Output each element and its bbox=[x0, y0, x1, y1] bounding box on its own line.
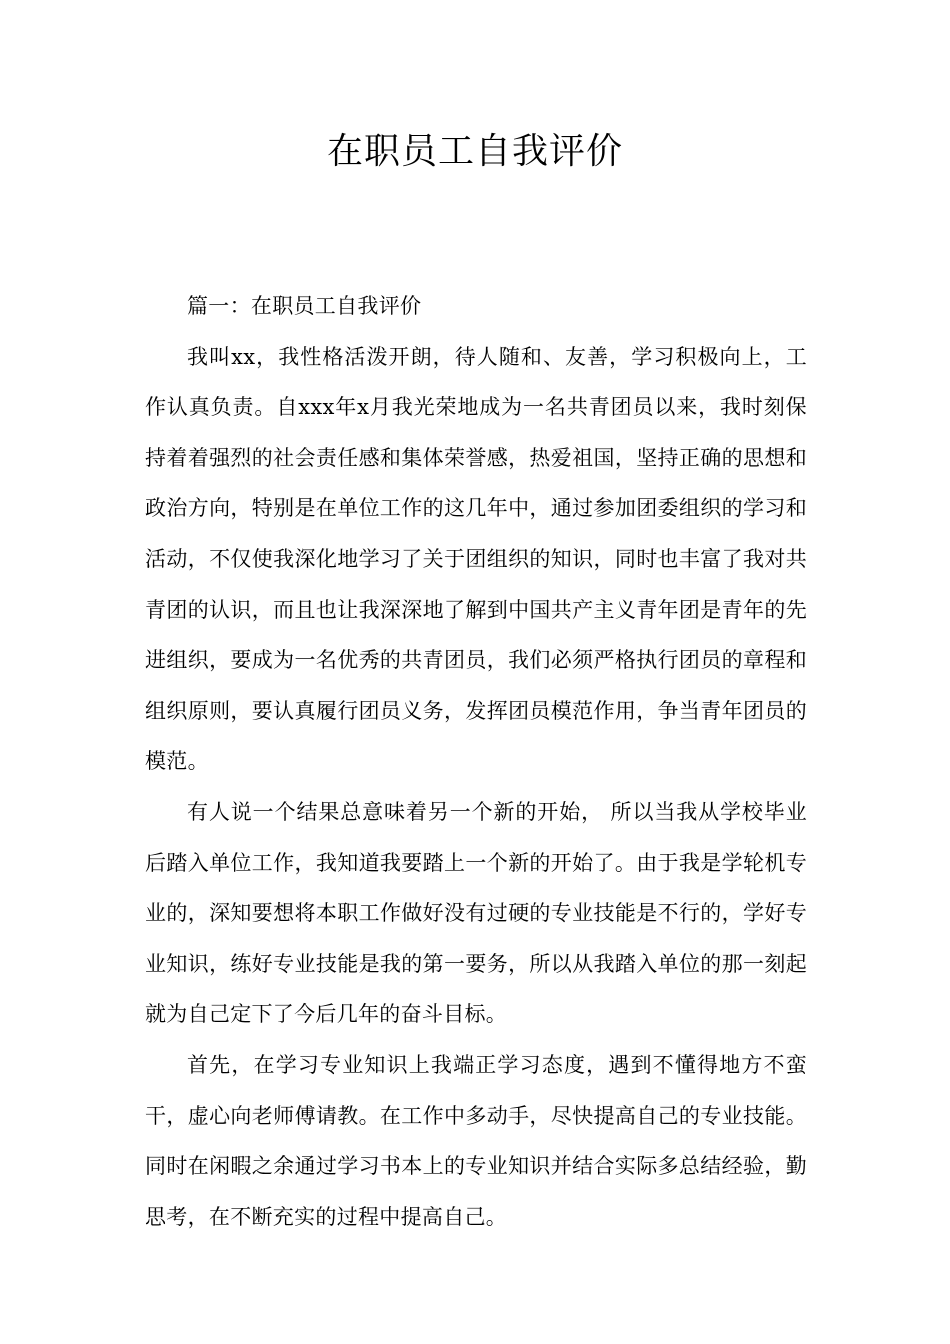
section-heading: 篇一：在职员工自我评价 bbox=[187, 294, 422, 318]
document-body bbox=[145, 281, 807, 1242]
document-title: 在职员工自我评价 bbox=[326, 131, 623, 172]
paragraph-1: 我叫xx，我性格活泼开朗，待人随和、友善，学习积极向上，工作认真负责。自xxx年x月我光荣地成为一名共青团员以来，我时刻保持着着强烈的社会责任感和集体荣誉感，热爱祖国，坚持正确的思想和政治方向，特别是在单位工作的这几年中，通过参加团委组织的学习和活动，不仅使我深化地学习了关于团组织的知识，同时也丰富了我对共青团的认识，而且也让我深深地了解到中国共产主义青年团是青年的先进组织，要成为一名优秀的共青团员，我们必须严格执行团员的章程和组织原则，要认真履行团员义务，发挥团员模范作用，争当青年团员的模范。 bbox=[145, 344, 807, 774]
paragraph-2: 有人说一个结果总意味着另一个新的开始， 所以当我从学校毕业后踏入单位工作，我知道我要踏上一个新的开始了。由于我是学轮机专业的，深知要想将本职工作做好没有过硬的专业技能是不行的，学好专业知识，练好专业技能是我的第一要务，所以从我踏入单位的那一刻起就为自己定下了今后几年的奋斗目标。 bbox=[145, 799, 807, 1027]
paragraph-3: 首先，在学习专业知识上我端正学习态度，遇到不懂得地方不蛮干，虚心向老师傅请教。在工作中多动手，尽快提高自己的专业技能。同时在闲暇之余通过学习书本上的专业知识并结合实际多总结经验，勤思考，在不断充实的过程中提高自己。 bbox=[145, 1052, 807, 1229]
